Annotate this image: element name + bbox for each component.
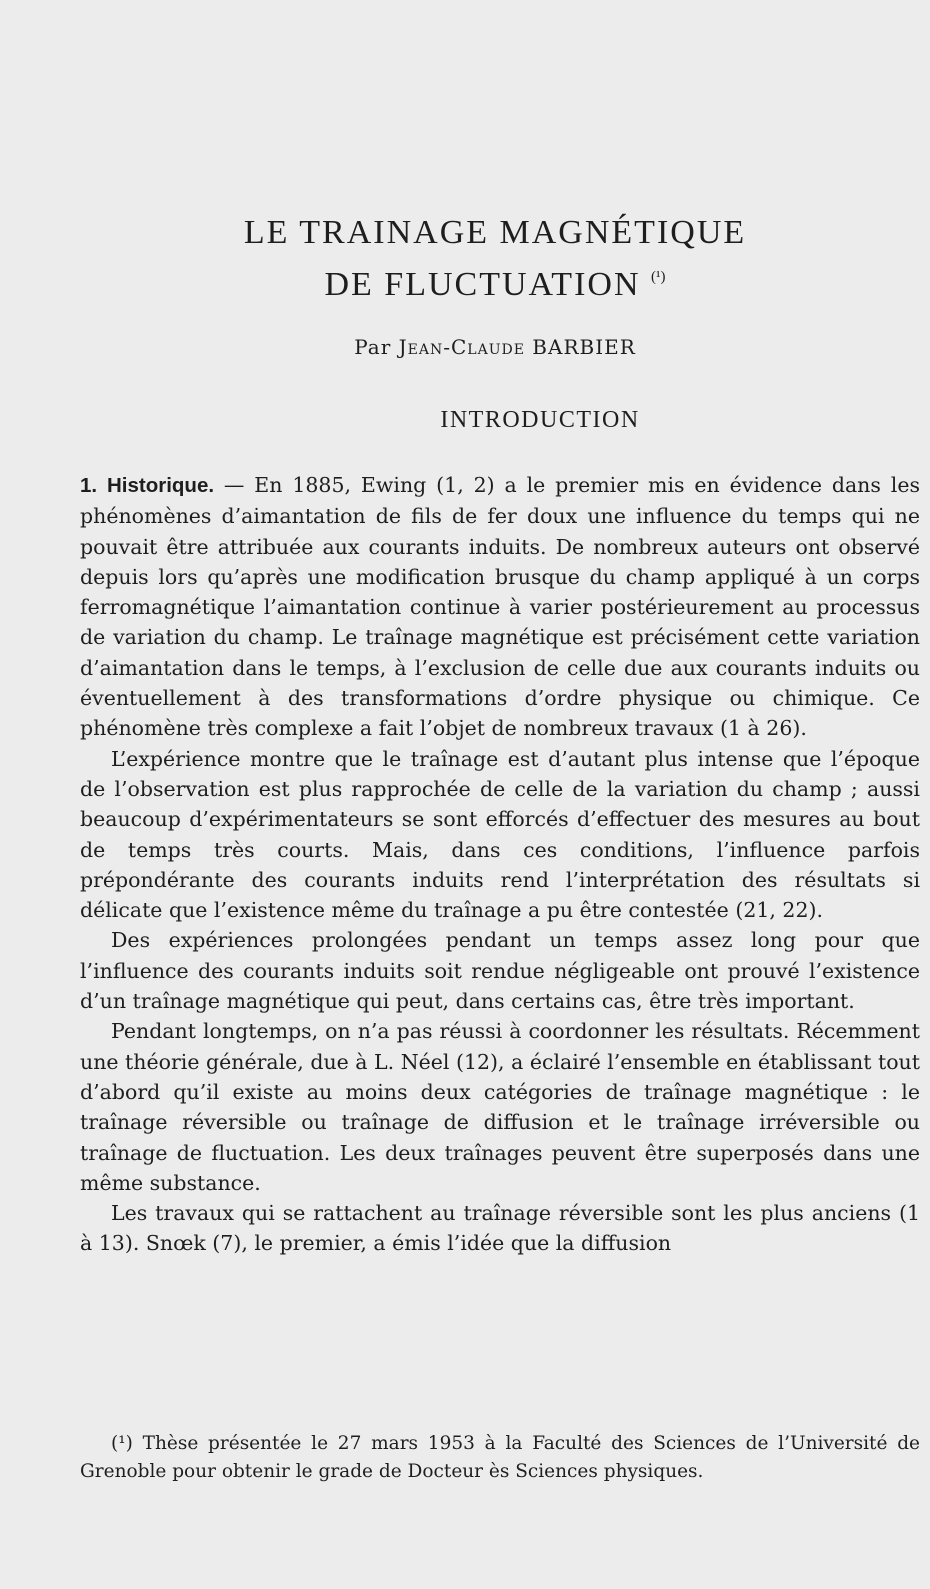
paragraph-5: Les travaux qui se rattachent au traînage réversible sont les plus anciens (1 à 13). Snœk (7), le premier, a émis l’idée que la diffusion (80, 1201, 920, 1256)
author-given-name: Jean-Claude (398, 335, 525, 359)
author-byline (80, 335, 920, 359)
section-number: 1. (80, 474, 98, 497)
title-line-2 (80, 255, 910, 307)
paragraph-4: Pendant longtemps, on n’a pas réussi à coordonner les résultats. Récemment une théorie générale, due à L. Néel (12), a éclairé l’ensemble en établissant tout d’abord qu’il existe au moins deux catégories de traînage magnétique : le traînage réversible ou traînage de diffusion et le traînage irréversible ou traînage de fluctuation. Les deux traînages peuvent être superposés dans une même substance. (80, 1019, 920, 1195)
section-title: Historique. (106, 474, 215, 497)
paragraph-1-text: — En 1885, Ewing (1, 2) a le premier mis en évidence dans les phénomènes d’aimantation de fils de fer doux une influence du temps qui ne pouvait être attribuée aux courants induits. De nombreux auteurs ont observé depuis lors qu’après une modification brusque du champ appliqué à un corps ferromagnétique l’aimantation continue à varier postérieurement au processus de variation du champ. Le traînage magnétique est précisément cette variation d’aimantation dans le temps, à l’exclusion de celle due aux courants induits ou éventuellement à des transformations d’ordre physique ou chimique. Ce phénomène très complexe a fait l’objet de nombreux travaux (1 à 26). (80, 473, 920, 741)
paragraph-2: L’expérience montre que le traînage est d’autant plus intense que l’époque de l’observation est plus rapprochée de celle de la variation du champ ; aussi beaucoup d’expérimentateurs se sont efforcés d’effectuer des mesures au bout de temps très courts. Mais, dans ces conditions, l’influence parfois prépondérante des courants induits rend l’interprétation des résultats si délicate que l’existence même du traînage a pu être contestée (21, 22). (80, 746, 920, 923)
title-footnote-mark: (¹) (651, 269, 666, 285)
body-text (80, 470, 920, 1259)
section-heading: INTRODUCTION (440, 407, 640, 433)
article-title (80, 210, 920, 307)
byline-prefix: Par (354, 335, 392, 359)
paragraph-3: Des expériences prolongées pendant un temps assez long pour que l’influence des courants induits soit rendue négligeable ont prouvé l’existence d’un traînage magnétique qui peut, dans certains cas, être très important. (80, 928, 920, 1014)
footnote-text: Thèse présentée le 27 mars 1953 à la Faculté des Sciences de l’Université de Grenoble pour obtenir le grade de Docteur ès Sciences physiques. (80, 1433, 920, 1482)
author-family-name: BARBIER (532, 335, 636, 359)
paragraph-1 (80, 470, 920, 744)
title-line-2-text: DE FLUCTUATION (324, 266, 641, 303)
title-line-1: LE TRAINAGE MAGNÉTIQUE (243, 214, 747, 251)
footnote (80, 1430, 920, 1486)
footnote-mark: (¹) (111, 1433, 133, 1454)
